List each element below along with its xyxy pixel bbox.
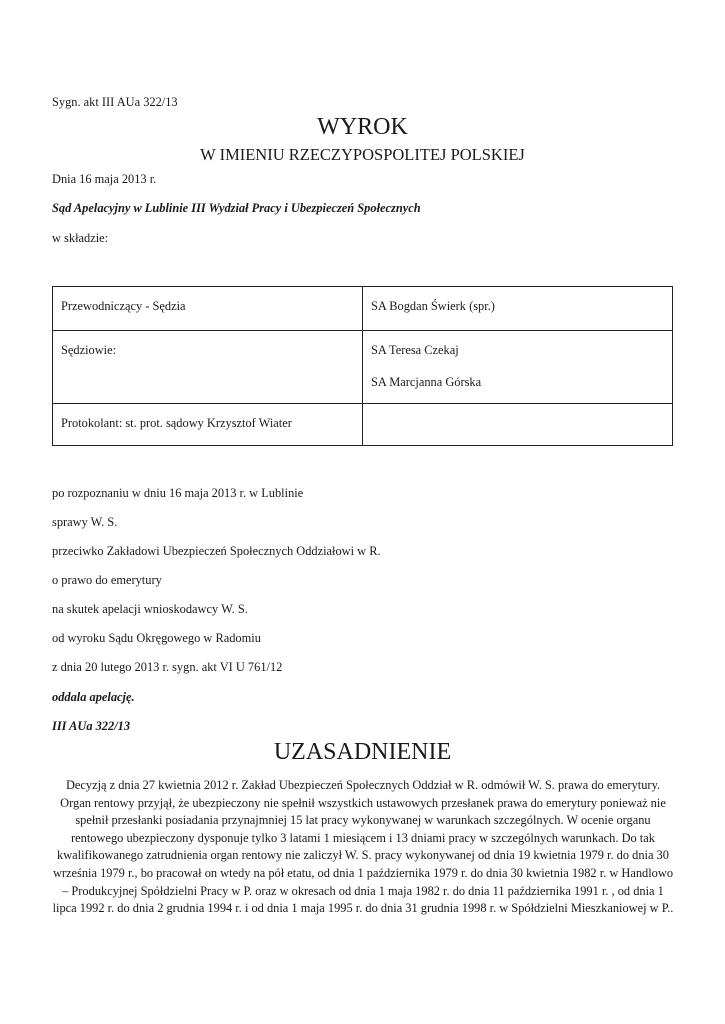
presiding-name: SA Bogdan Świerk (spr.): [371, 299, 495, 313]
court-name: Sąd Apelacyjny w Lublinie III Wydział Pracy i Ubezpieczeń Społecznych: [52, 201, 421, 215]
case-reference: Sygn. akt III AUa 322/13: [52, 95, 178, 109]
court-composition-table: [52, 286, 673, 446]
proceedings-line: po rozpoznaniu w dniu 16 maja 2013 r. w Lublinie: [52, 486, 304, 500]
verdict: oddala apelację.: [52, 690, 135, 704]
document-subtitle: W IMIENIU RZECZYPOSPOLITEJ POLSKIEJ: [200, 145, 525, 164]
proceedings-line: sprawy W. S.: [52, 515, 118, 529]
proceedings-line: z dnia 20 lutego 2013 r. sygn. akt VI U 761/12: [52, 660, 283, 674]
presiding-name-cell: [363, 287, 673, 331]
case-reference-repeat: III AUa 322/13: [52, 719, 131, 733]
proceedings-line: od wyroku Sądu Okręgowego w Radomiu: [52, 631, 261, 645]
justification-heading: UZASADNIENIE: [273, 739, 452, 765]
clerk-value-cell: [363, 404, 673, 446]
table-row: [53, 331, 673, 404]
judges-names-cell: [363, 331, 673, 404]
judge-name: SA Teresa Czekaj: [371, 343, 459, 357]
proceedings-line: na skutek apelacji wnioskodawcy W. S.: [52, 602, 248, 616]
clerk-label: Protokolant: st. prot. sądowy Krzysztof Wiater: [61, 416, 292, 430]
presiding-label-cell: [53, 287, 363, 331]
judgment-date: Dnia 16 maja 2013 r.: [52, 172, 157, 186]
judges-label-cell: [53, 331, 363, 404]
composition-label: w składzie:: [52, 231, 109, 245]
table-row: [53, 404, 673, 446]
judges-label: Sędziowie:: [61, 343, 117, 357]
proceedings-line: o prawo do emerytury: [52, 573, 162, 587]
presiding-label: Przewodniczący - Sędzia: [61, 299, 186, 313]
justification-paragraph: Decyzją z dnia 27 kwietnia 2012 r. Zakład Ubezpieczeń Społecznych Oddział w R. odmówił W. S. prawa do emerytury. Organ rentowy przyjął, że ubezpieczony nie spełnił wszystkich ustawowych przesłanek prawa do emerytury ponieważ nie spełnił przesłanki posiadania przynajmniej 15 lat pracy wykonywanej w warunkach szczególnych. W ocenie organu rentowego ubezpieczony dysponuje tylko 3 latami 1 miesiącem i 13 dniami pracy w szczególnych warunkach. Do tak kwalifikowanego zatrudnienia organ rentowy nie zaliczył W. S. pracy wykonywanej od dnia 19 kwietnia 1979 r. do dnia 30 września 1979 r., bo pracował on wtedy na pół etatu, od dnia 1 października 1979 r. do dnia 30 kwietnia 1982 r. w Handlowo – Produkcyjnej Spółdzielni Pracy w P. oraz w okresach od dnia 1 maja 1982 r. do dnia 11 października 1991 r. , od dnia 1 lipca 1992 r. do dnia 2 grudnia 1994 r. i od dnia 1 maja 1995 r. do dnia 31 grudnia 1998 r. w Spółdzielni Mieszkaniowej w P..: [52, 778, 674, 916]
document-title: WYROK: [317, 114, 408, 140]
table-row: [53, 287, 673, 331]
judge-name: SA Marcjanna Górska: [371, 375, 482, 389]
clerk-label-cell: [53, 404, 363, 446]
proceedings-line: przeciwko Zakładowi Ubezpieczeń Społecznych Oddziałowi w R.: [52, 544, 381, 558]
